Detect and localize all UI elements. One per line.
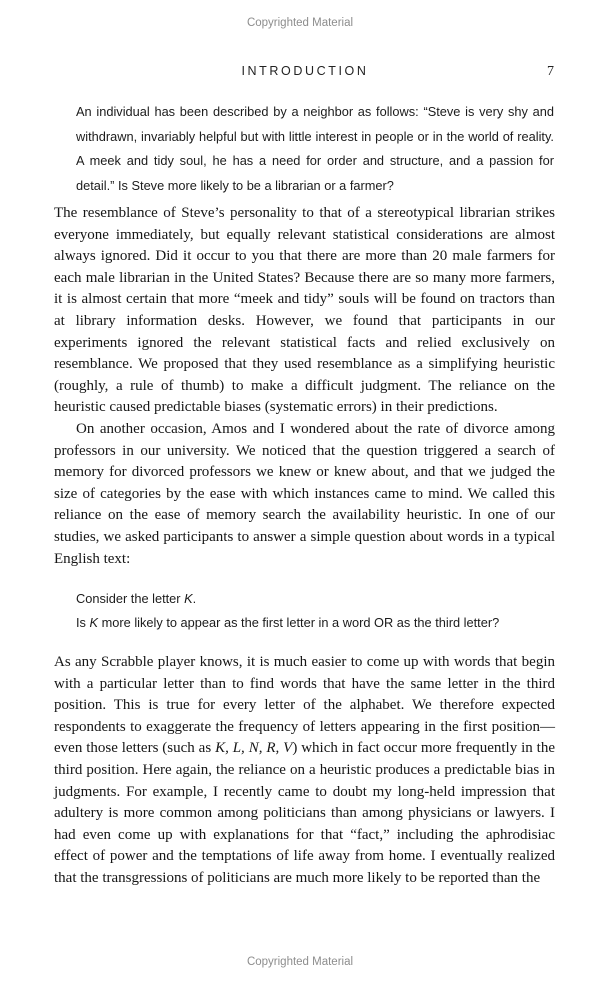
paragraph-scrabble: As any Scrabble player knows, it is much easier to come up with words that begin with a particular letter than to find words that have the same letter in the third position. This is true for every letter of the alphabet. We therefore expected respondents to exaggerate the frequency of letters appearing in the first position—even those letters (such as K, L, N, R, V) which in fact occur more frequently in the third position. Here again, the reliance on a heuristic produces a predictable bias in judgments. For example, I recently came to doubt my long-held impression that adultery is more common among politicians than among physicians or lawyers. I had even come up with explanations for that “fact,” including the aphrodisiac effect of power and the temptations of life away from home. I eventually realized that the transgressions of politicians are much more likely to be reported than the <box>54 654 555 887</box>
quote-line-first-or-third: Is K more likely to appear as the first letter in a word OR as the third letter? <box>76 615 500 631</box>
chapter-title: INTRODUCTION <box>241 64 369 78</box>
page-number: 7 <box>547 64 554 79</box>
copyright-notice-top: Copyrighted Material <box>246 17 354 29</box>
copyright-notice-bottom: Copyrighted Material <box>246 956 354 968</box>
steve-description-quote: An individual has been described by a neighbor as follows: “Steve is very shy and withdrawn, invariably helpful but with little interest in people or in the world of reality. A meek and tidy soul, he has a need for order and structure, and a passion for detail.” Is Steve more likely to be a librarian or a farmer? <box>76 104 554 193</box>
quote-line-consider-k: Consider the letter K. <box>76 591 197 607</box>
letter-k-quote <box>76 587 555 635</box>
running-header <box>54 64 556 82</box>
paragraph-divorce-availability: On another occasion, Amos and I wondered about the rate of divorce among professors in our university. We noticed that the question triggered a search of memory for divorced professors we knew or knew about, and that we judged the size of categories by the ease with which instances came to mind. We called this reliance on the ease of memory search the availability heuristic. In one of our studies, we asked participants to answer a simple question about words in a typical English text: <box>54 420 555 567</box>
main-text-block <box>54 203 555 890</box>
paragraph-steve-resemblance: The resemblance of Steve’s personality to that of a stereotypical librarian strikes everyone immediately, but equally relevant statistical considerations are almost always ignored. Did it occur to you that there are more than 20 male farmers for each male librarian in the United States? Because there are so many more farmers, it is almost certain that more “meek and tidy” souls will be found on tractors than at library information desks. However, we found that participants in our experiments ignored the relevant statistical facts and relied exclusively on resemblance. We proposed that they used resemblance as a simplifying heuristic (roughly, a rule of thumb) to make a difficult judgment. The reliance on the heuristic caused predictable biases (systematic errors) in their predictions. <box>54 205 555 416</box>
